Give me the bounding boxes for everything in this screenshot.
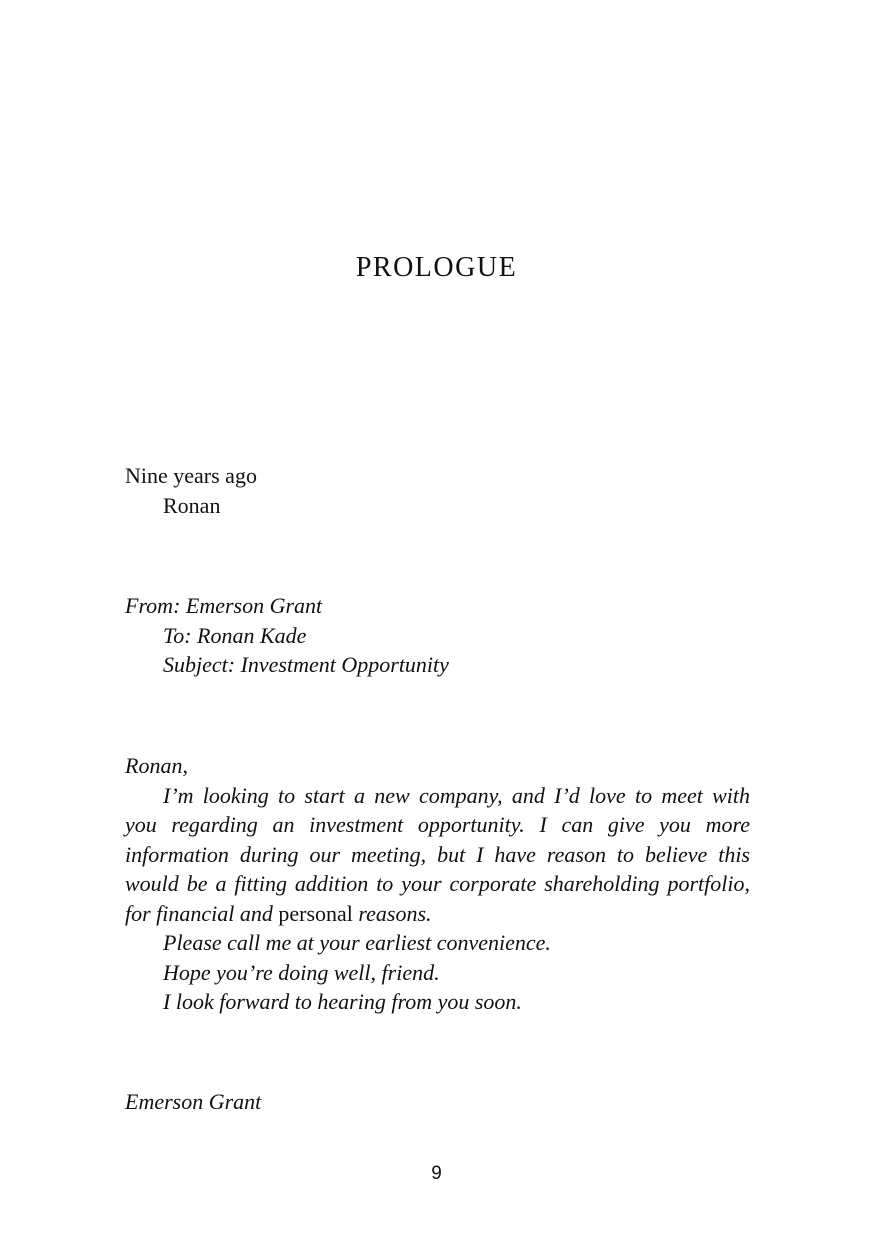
email-paragraph-last-line	[125, 899, 750, 929]
scene-pov: Ronan	[163, 492, 221, 518]
email-well-wishes: Hope you’re doing well, friend.	[163, 959, 440, 985]
email-call-request: Please call me at your earliest convenience.	[163, 930, 551, 955]
email-closing-line: I look forward to hearing from you soon.	[163, 989, 522, 1014]
signature-name: Emerson Grant	[125, 1089, 262, 1114]
email-emphasis-word: personal	[278, 900, 353, 926]
chapter-title: PROLOGUE	[355, 252, 518, 283]
email-paragraph-line: you regarding an investment opportunity. I can give you more	[125, 812, 750, 837]
email-from: From: Emerson Grant	[125, 593, 323, 618]
page-number: 9	[431, 1163, 442, 1184]
scene-heading	[125, 461, 750, 520]
email-body	[125, 751, 750, 1017]
email-subject: Subject: Investment Opportunity	[163, 652, 449, 677]
email-header	[125, 591, 750, 680]
email-signature	[125, 1087, 750, 1117]
scene-time: Nine years ago	[125, 463, 257, 488]
email-last-line-start: for financial and	[125, 900, 279, 926]
email-salutation: Ronan,	[125, 753, 188, 778]
email-paragraph-line: would be a fitting addition to your corporate shareholding portfolio,	[125, 871, 750, 896]
email-paragraph-line: I’m looking to start a new company, and I’d love to meet with	[163, 782, 750, 808]
email-to: To: Ronan Kade	[163, 622, 307, 648]
email-paragraph-line: information during our meeting, but I have reason to believe this	[125, 841, 750, 867]
email-last-line-end: reasons.	[352, 900, 432, 926]
